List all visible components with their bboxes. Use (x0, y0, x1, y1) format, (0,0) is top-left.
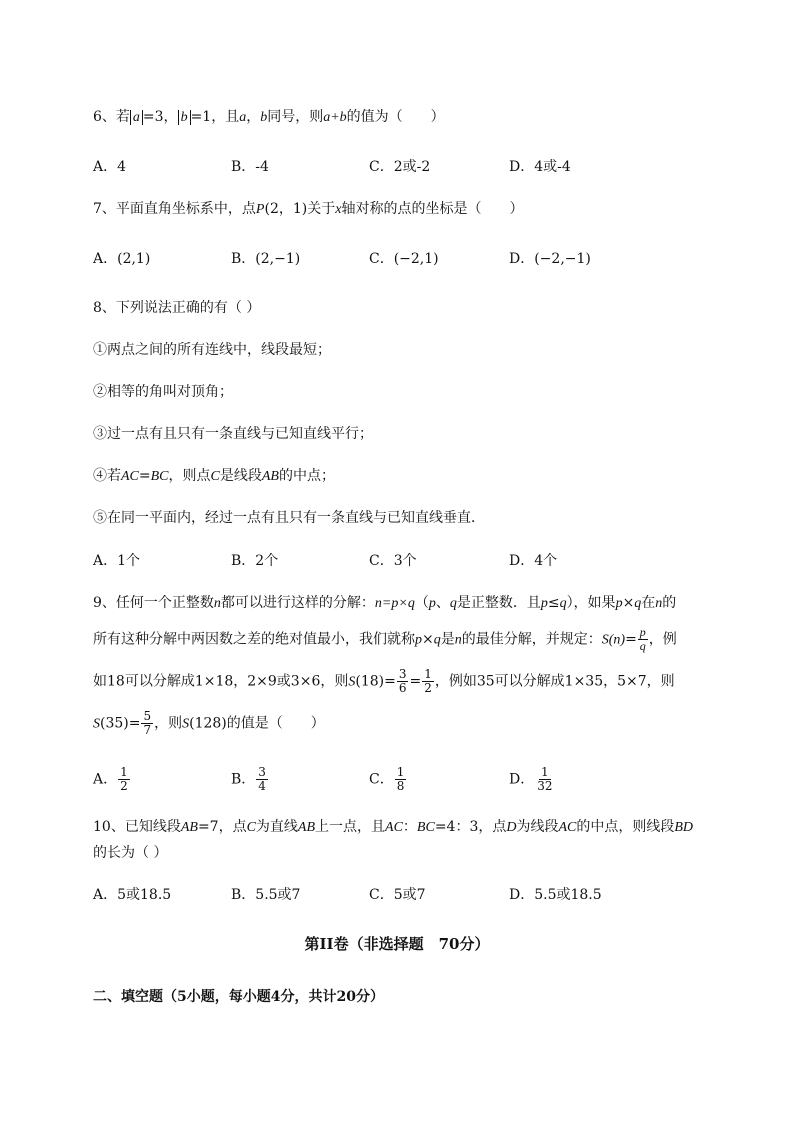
fraction-5-7: $\frac{5}{7}$ (143, 709, 152, 737)
fraction-p-over-q: $\frac{p}{q}$ (639, 625, 646, 653)
q8-option-a[interactable]: A．1个 (93, 553, 141, 569)
q10-option-b[interactable]: B．5.5或7 (231, 887, 301, 903)
fraction-3-6: $\frac{3}{6}$ (398, 667, 407, 695)
q7-option-b[interactable]: B．(2,−1) (231, 251, 301, 267)
q7-option-d[interactable]: D．(−2,−1) (509, 251, 591, 267)
q8-statement-1: ①两点之间的所有连线中，线段最短； (93, 342, 331, 358)
fraction-1-2: $\frac{1}{2}$ (424, 667, 432, 695)
q10-option-c[interactable]: C．5或7 (369, 887, 426, 903)
q6-option-c[interactable]: C．2或-2 (369, 159, 431, 175)
q6-option-b[interactable]: B．-4 (231, 159, 269, 175)
q9-option-a[interactable]: A． $\frac{1}{2}$ (93, 765, 128, 793)
q10-option-a[interactable]: A．5或18.5 (93, 887, 172, 903)
q8-option-b[interactable]: B．2个 (231, 553, 279, 569)
q8-statement-3: ③过一点有且只有一条直线与已知直线平行； (93, 426, 373, 442)
q8-statement-4: ④若AC=BC，则点C是线段AB的中点； (93, 468, 335, 484)
q7-option-a[interactable]: A．(2,1) (93, 251, 151, 267)
q7-stem: 7、平面直角坐标系中，点P(2，1)关于x轴对称的点的坐标是（ ） (93, 201, 524, 217)
q9-line-3: 如18可以分解成1×18，2×9或3×6，则S(18)= $\frac{3}{6}$ = $\frac{1}{2}$ ，例如35可以分解成1×35，5×7，则 (93, 667, 675, 695)
q10-line-1: 10、已知线段AB=7，点C为直线AB上一点，且AC：BC=4：3，点D为线段AC的中点，则线段BD (93, 819, 694, 835)
q9-option-c[interactable]: C． $\frac{1}{8}$ (369, 765, 405, 793)
q7-option-c[interactable]: C．(−2,1) (369, 251, 439, 267)
q10-option-d[interactable]: D．5.5或18.5 (509, 887, 602, 903)
q8-statement-5: ⑤在同一平面内，经过一点有且只有一条直线与已知直线垂直． (93, 510, 485, 526)
q10-line-2: 的长为（ ） (93, 845, 168, 861)
section-heading: 二、填空题（5小题，每小题4分，共计20分） (93, 989, 384, 1005)
q8-stem: 8、下列说法正确的有（ ） (93, 300, 261, 316)
q9-option-b[interactable]: B． $\frac{3}{4}$ (231, 765, 266, 793)
q6-option-d[interactable]: D．4或-4 (509, 159, 571, 175)
q6-stem: 6、若 a =3， b =1，且a，b同号，则a+b的值为（ ） (93, 109, 445, 125)
part-2-heading: 第II卷（非选择题 70分） (304, 935, 490, 953)
q9-option-d[interactable]: D． $\frac{1}{32}$ (509, 765, 553, 793)
q8-option-c[interactable]: C．3个 (369, 553, 417, 569)
q9-line-4: S(35)= $\frac{5}{7}$ ，则S(128)的值是（ ） (93, 709, 325, 737)
q8-option-d[interactable]: D．4个 (509, 553, 558, 569)
q9-line-2: 所有这种分解中两因数之差的绝对值最小，我们就称p×q是n的最佳分解，并规定：S(n)= $\frac{p}{q}$ ，例 (93, 625, 677, 653)
q9-line-1: 9、任何一个正整数n都可以进行这样的分解：n=p×q（p、q是正整数．且p≤q），如果p×q在n的 (93, 595, 677, 611)
q8-statement-2: ②相等的角叫对顶角； (93, 384, 233, 400)
q6-option-a[interactable]: A．4 (93, 159, 127, 175)
